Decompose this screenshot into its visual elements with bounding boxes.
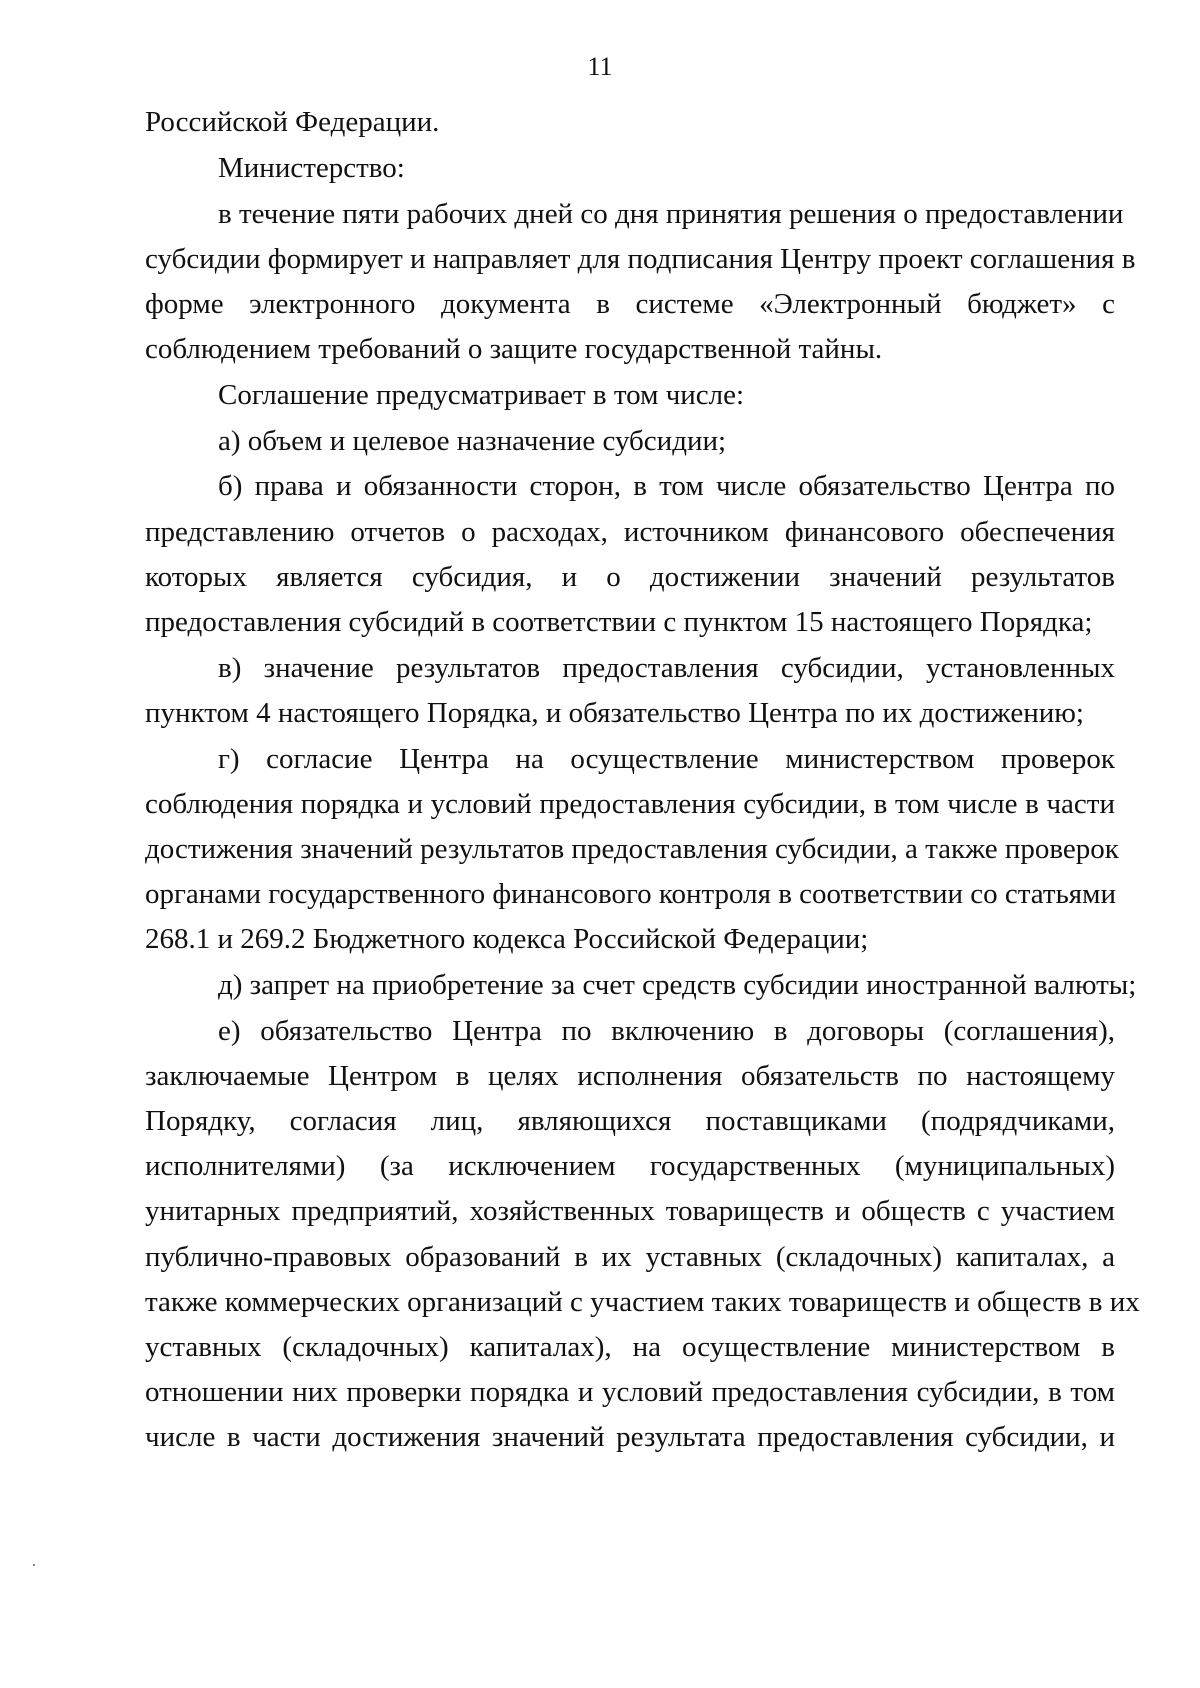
text-line: соблюдением требований о защите государственной тайны. (145, 333, 883, 365)
scan-speck (33, 1564, 35, 1566)
text-line: унитарных предприятий, хозяйственных товариществ и обществ с участием (145, 1195, 1115, 1227)
text-line: б) права и обязанности сторон, в том числе обязательство Центра по (218, 470, 1115, 502)
text-line: 268.1 и 269.2 Бюджетного кодекса Российской Федерации; (145, 923, 869, 955)
text-line: также коммерческих организаций с участием таких товариществ и обществ в их (145, 1286, 1140, 1318)
text-line: г) согласие Центра на осуществление министерством проверок (218, 743, 1115, 775)
text-line: представлению отчетов о расходах, источником финансового обеспечения (145, 516, 1115, 548)
text-line: достижения значений результатов предоставления субсидии, а также проверок (145, 833, 1119, 865)
text-line: в течение пяти рабочих дней со дня принятия решения о предоставлении (218, 198, 1124, 230)
text-line: Министерство: (218, 152, 405, 184)
text-line: форме электронного документа в системе «Электронный бюджет» с (145, 288, 1115, 320)
text-line: органами государственного финансового контроля в соответствии со статьями (145, 878, 1117, 910)
text-line: которых является субсидия, и о достижении значений результатов (145, 561, 1115, 593)
text-line: Порядку, согласия лиц, являющихся поставщиками (подрядчиками, (145, 1105, 1115, 1137)
text-line: пунктом 4 настоящего Порядка, и обязательство Центра по их достижению; (145, 697, 1084, 729)
text-line: числе в части достижения значений результата предоставления субсидии, и (145, 1421, 1115, 1453)
text-line: субсидии формирует и направляет для подписания Центру проект соглашения в (145, 243, 1136, 275)
text-line: д) запрет на приобретение за счет средств субсидии иностранной валюты; (218, 969, 1137, 1001)
text-line: публично-правовых образований в их уставных (складочных) капиталах, а (145, 1241, 1115, 1273)
page-number: 11 (587, 52, 613, 81)
text-line: предоставления субсидий в соответствии с пунктом 15 настоящего Порядка; (145, 606, 1093, 638)
text-line: в) значение результатов предоставления субсидии, установленных (218, 652, 1115, 684)
text-line: соблюдения порядка и условий предоставления субсидии, в том числе в части (145, 788, 1115, 820)
text-line: отношении них проверки порядка и условий предоставления субсидии, в том (145, 1376, 1115, 1408)
text-line: а) объем и целевое назначение субсидии; (218, 425, 727, 457)
text-line: уставных (складочных) капиталах), на осуществление министерством в (145, 1331, 1115, 1363)
text-line: заключаемые Центром в целях исполнения обязательств по настоящему (145, 1060, 1115, 1092)
text-line: Соглашение предусматривает в том числе: (218, 379, 745, 411)
text-line: Российской Федерации. (145, 106, 440, 138)
text-line: исполнителями) (за исключением государственных (муниципальных) (145, 1150, 1115, 1182)
text-line: е) обязательство Центра по включению в договоры (соглашения), (218, 1015, 1115, 1047)
